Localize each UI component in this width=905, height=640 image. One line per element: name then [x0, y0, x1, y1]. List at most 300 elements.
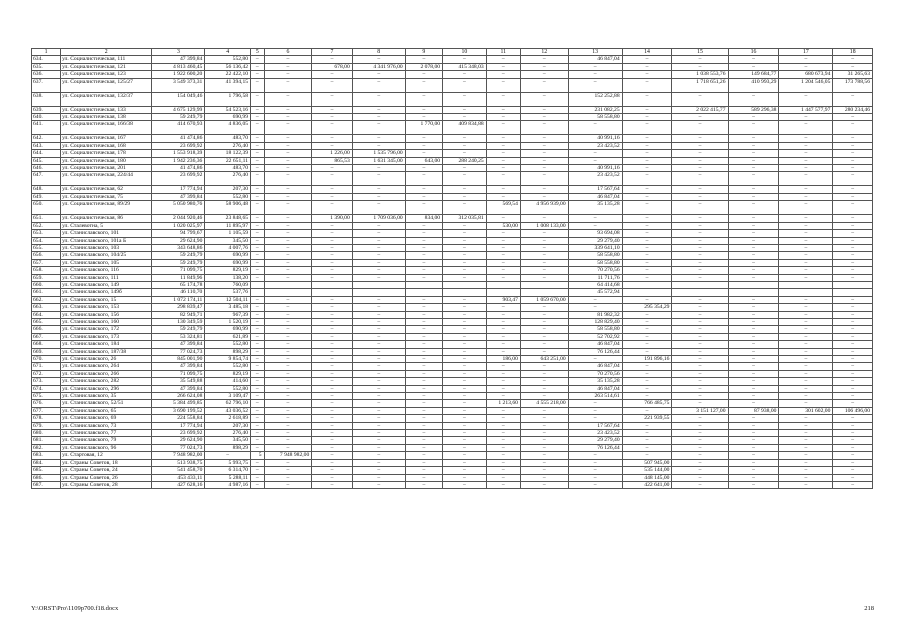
value-cell: –: [405, 341, 442, 348]
value-cell: –: [779, 121, 833, 135]
column-header: 7: [312, 49, 352, 56]
value-cell: –: [622, 150, 672, 157]
value-cell: –: [622, 142, 672, 149]
value-cell: –: [622, 121, 672, 135]
value-cell: [312, 289, 352, 296]
value-cell: –: [312, 481, 352, 488]
value-cell: –: [251, 474, 264, 481]
value-cell: –: [352, 135, 405, 142]
value-cell: 224 558,84: [152, 415, 205, 422]
value-cell: 339 641,10: [568, 244, 622, 251]
column-header: 9: [405, 49, 442, 56]
value-cell: –: [312, 274, 352, 281]
value-cell: 1 447 577,97: [779, 106, 833, 113]
table-row: [32, 201, 873, 215]
value-cell: –: [833, 296, 873, 303]
value-cell: 41 394,15: [205, 78, 251, 92]
value-cell: –: [312, 444, 352, 451]
value-cell: –: [312, 71, 352, 78]
value-cell: 221 939,55: [622, 415, 672, 422]
value-cell: –: [779, 459, 833, 466]
value-cell: –: [672, 230, 728, 237]
value-cell: 62 796,10: [205, 400, 251, 407]
value-cell: –: [520, 259, 568, 266]
value-cell: –: [312, 296, 352, 303]
row-number-cell: 635.: [32, 63, 61, 70]
value-cell: –: [520, 244, 568, 251]
value-cell: –: [520, 274, 568, 281]
value-cell: –: [728, 114, 779, 121]
value-cell: 4 675 129,99: [152, 106, 205, 113]
value-cell: –: [486, 444, 520, 451]
value-cell: –: [833, 348, 873, 355]
column-header: 4: [205, 49, 251, 56]
value-cell: 173 788,56: [833, 78, 873, 92]
value-cell: –: [312, 422, 352, 429]
value-cell: –: [352, 333, 405, 340]
address-cell: ул. Станиславского, 96: [61, 444, 152, 451]
value-cell: 41 474,86: [152, 135, 205, 142]
value-cell: –: [405, 274, 442, 281]
value-cell: –: [728, 274, 779, 281]
value-cell: –: [443, 333, 487, 340]
value-cell: –: [779, 165, 833, 172]
value-cell: –: [728, 230, 779, 237]
value-cell: –: [833, 157, 873, 164]
address-cell: ул. Станиславского, 26: [61, 356, 152, 363]
value-cell: –: [833, 244, 873, 251]
value-cell: –: [405, 400, 442, 407]
value-cell: [486, 289, 520, 296]
value-cell: 17 774,94: [152, 186, 205, 193]
value-cell: –: [833, 267, 873, 274]
value-cell: –: [622, 259, 672, 266]
value-cell: –: [568, 157, 622, 164]
value-cell: –: [251, 186, 264, 193]
table-row: [32, 193, 873, 200]
table-row: [32, 56, 873, 63]
value-cell: –: [728, 378, 779, 385]
value-cell: –: [779, 186, 833, 193]
row-number-cell: 674.: [32, 385, 61, 392]
value-cell: –: [251, 230, 264, 237]
value-cell: 276,40: [205, 430, 251, 437]
value-cell: –: [568, 407, 622, 414]
value-cell: –: [251, 193, 264, 200]
value-cell: –: [672, 370, 728, 377]
value-cell: –: [264, 400, 312, 407]
value-cell: –: [405, 378, 442, 385]
value-cell: –: [833, 114, 873, 121]
value-cell: –: [405, 407, 442, 414]
value-cell: –: [728, 172, 779, 186]
value-cell: –: [622, 274, 672, 281]
value-cell: –: [443, 430, 487, 437]
value-cell: –: [728, 165, 779, 172]
value-cell: –: [312, 467, 352, 474]
value-cell: –: [520, 193, 568, 200]
value-cell: –: [312, 437, 352, 444]
value-cell: 295 354,29: [622, 304, 672, 311]
value-cell: –: [728, 356, 779, 363]
value-cell: [264, 289, 312, 296]
value-cell: –: [264, 267, 312, 274]
value-cell: –: [443, 222, 487, 229]
value-cell: –: [352, 193, 405, 200]
value-cell: –: [520, 114, 568, 121]
row-number-cell: 673.: [32, 378, 61, 385]
value-cell: –: [486, 56, 520, 63]
address-cell: ул. Станиславского, 282: [61, 378, 152, 385]
value-cell: –: [251, 259, 264, 266]
value-cell: –: [251, 237, 264, 244]
value-cell: –: [312, 78, 352, 92]
address-cell: ул. Страны Советов, 24: [61, 467, 152, 474]
value-cell: –: [443, 326, 487, 333]
value-cell: –: [520, 415, 568, 422]
value-cell: –: [312, 186, 352, 193]
value-cell: –: [251, 201, 264, 215]
value-cell: –: [672, 474, 728, 481]
value-cell: –: [728, 244, 779, 251]
value-cell: –: [405, 415, 442, 422]
value-cell: 414,60: [205, 378, 251, 385]
value-cell: 58 558,80: [568, 252, 622, 259]
value-cell: 138,20: [205, 274, 251, 281]
table-row: [32, 71, 873, 78]
value-cell: –: [486, 333, 520, 340]
value-cell: –: [622, 252, 672, 259]
value-cell: 7 948 982,00: [264, 452, 312, 459]
value-cell: –: [405, 356, 442, 363]
value-cell: –: [520, 172, 568, 186]
value-cell: –: [443, 378, 487, 385]
address-cell: ул. Социалистическая, 167: [61, 135, 152, 142]
value-cell: –: [622, 237, 672, 244]
value-cell: –: [352, 400, 405, 407]
value-cell: –: [728, 430, 779, 437]
value-cell: 231 082,25: [568, 106, 622, 113]
value-cell: –: [264, 165, 312, 172]
value-cell: –: [405, 348, 442, 355]
value-cell: –: [251, 274, 264, 281]
value-cell: [728, 281, 779, 288]
value-cell: –: [486, 252, 520, 259]
value-cell: –: [779, 481, 833, 488]
value-cell: –: [672, 237, 728, 244]
value-cell: –: [672, 172, 728, 186]
value-cell: –: [486, 430, 520, 437]
value-cell: –: [251, 63, 264, 70]
table-row: [32, 385, 873, 392]
value-cell: [312, 281, 352, 288]
value-cell: –: [486, 348, 520, 355]
value-cell: –: [486, 71, 520, 78]
value-cell: –: [443, 56, 487, 63]
value-cell: –: [352, 142, 405, 149]
value-cell: –: [405, 259, 442, 266]
value-cell: –: [779, 222, 833, 229]
value-cell: –: [264, 172, 312, 186]
value-cell: –: [251, 114, 264, 121]
value-cell: –: [443, 481, 487, 488]
value-cell: –: [728, 252, 779, 259]
value-cell: –: [672, 135, 728, 142]
value-cell: 23 699,92: [152, 172, 205, 186]
row-number-cell: 639.: [32, 106, 61, 113]
value-cell: –: [672, 333, 728, 340]
value-cell: –: [486, 318, 520, 325]
value-cell: –: [405, 142, 442, 149]
value-cell: 58 558,80: [568, 114, 622, 121]
value-cell: –: [312, 267, 352, 274]
value-cell: –: [405, 370, 442, 377]
value-cell: –: [779, 318, 833, 325]
value-cell: –: [672, 63, 728, 70]
table-row: [32, 378, 873, 385]
value-cell: –: [312, 415, 352, 422]
value-cell: –: [405, 430, 442, 437]
value-cell: –: [443, 71, 487, 78]
value-cell: –: [405, 114, 442, 121]
value-cell: 11 895,97: [205, 222, 251, 229]
value-cell: –: [405, 165, 442, 172]
value-cell: –: [312, 244, 352, 251]
value-cell: [622, 289, 672, 296]
value-cell: –: [443, 459, 487, 466]
value-cell: –: [833, 304, 873, 311]
value-cell: –: [779, 267, 833, 274]
value-cell: 1 213,60: [486, 400, 520, 407]
value-cell: –: [486, 92, 520, 106]
value-cell: –: [833, 341, 873, 348]
value-cell: 1 226,00: [312, 150, 352, 157]
value-cell: 1 020 025,97: [152, 222, 205, 229]
value-cell: –: [672, 222, 728, 229]
value-cell: [352, 289, 405, 296]
value-cell: –: [264, 71, 312, 78]
value-cell: –: [264, 274, 312, 281]
value-cell: –: [443, 172, 487, 186]
value-cell: 70 270,56: [568, 267, 622, 274]
value-cell: –: [486, 415, 520, 422]
value-cell: –: [568, 459, 622, 466]
value-cell: 47 399,84: [152, 363, 205, 370]
value-cell: –: [352, 452, 405, 459]
value-cell: –: [352, 430, 405, 437]
value-cell: –: [779, 56, 833, 63]
value-cell: –: [264, 244, 312, 251]
address-cell: ул. Станиславского, 264: [61, 363, 152, 370]
value-cell: –: [443, 407, 487, 414]
value-cell: –: [672, 393, 728, 400]
value-cell: –: [251, 481, 264, 488]
value-cell: –: [352, 415, 405, 422]
value-cell: –: [568, 150, 622, 157]
value-cell: –: [486, 172, 520, 186]
value-cell: –: [622, 348, 672, 355]
value-cell: –: [520, 267, 568, 274]
value-cell: –: [251, 244, 264, 251]
table-row: [32, 474, 873, 481]
row-number-cell: 682.: [32, 444, 61, 451]
row-number-cell: 668.: [32, 341, 61, 348]
address-cell: ул. Страны Советов, 18: [61, 459, 152, 466]
value-cell: –: [443, 318, 487, 325]
value-cell: –: [568, 222, 622, 229]
value-cell: –: [251, 157, 264, 164]
value-cell: –: [779, 92, 833, 106]
value-cell: 829,19: [205, 267, 251, 274]
value-cell: –: [264, 78, 312, 92]
row-number-cell: 655.: [32, 244, 61, 251]
value-cell: –: [405, 230, 442, 237]
value-cell: –: [672, 356, 728, 363]
value-cell: [833, 289, 873, 296]
value-cell: –: [443, 415, 487, 422]
table-row: [32, 252, 873, 259]
table-row: [32, 142, 873, 149]
value-cell: –: [312, 452, 352, 459]
table-row: [32, 222, 873, 229]
value-cell: –: [622, 333, 672, 340]
value-cell: –: [251, 311, 264, 318]
value-cell: –: [672, 341, 728, 348]
value-cell: –: [672, 186, 728, 193]
value-cell: –: [779, 437, 833, 444]
value-cell: –: [833, 121, 873, 135]
value-cell: –: [622, 407, 672, 414]
value-cell: 1 059 670,00: [520, 296, 568, 303]
value-cell: –: [264, 444, 312, 451]
value-cell: –: [833, 444, 873, 451]
value-cell: –: [779, 193, 833, 200]
value-cell: –: [672, 363, 728, 370]
value-cell: –: [443, 341, 487, 348]
column-header: 13: [568, 49, 622, 56]
value-cell: –: [352, 326, 405, 333]
value-cell: –: [405, 106, 442, 113]
value-cell: –: [443, 474, 487, 481]
value-cell: –: [728, 142, 779, 149]
value-cell: 4 555 218,00: [520, 400, 568, 407]
value-cell: –: [622, 318, 672, 325]
value-cell: 690,99: [205, 252, 251, 259]
value-cell: 643 251,00: [520, 356, 568, 363]
value-cell: 94 799,67: [152, 230, 205, 237]
value-cell: 35 135,28: [568, 201, 622, 215]
value-cell: 64 414,68: [568, 281, 622, 288]
value-cell: –: [833, 165, 873, 172]
value-cell: –: [672, 296, 728, 303]
value-cell: –: [264, 106, 312, 113]
row-number-cell: 648.: [32, 186, 61, 193]
value-cell: –: [264, 63, 312, 70]
value-cell: –: [568, 78, 622, 92]
value-cell: –: [264, 186, 312, 193]
address-cell: ул. Социалистическая, 168: [61, 142, 152, 149]
value-cell: 552,80: [205, 385, 251, 392]
value-cell: –: [405, 452, 442, 459]
value-cell: –: [251, 267, 264, 274]
value-cell: –: [264, 201, 312, 215]
value-cell: 312 035,81: [443, 215, 487, 222]
value-cell: –: [622, 63, 672, 70]
value-cell: 47 399,84: [152, 56, 205, 63]
value-cell: –: [672, 201, 728, 215]
value-cell: –: [520, 121, 568, 135]
value-cell: [264, 281, 312, 288]
value-cell: 207,30: [205, 422, 251, 429]
value-cell: –: [312, 370, 352, 377]
value-cell: –: [728, 370, 779, 377]
row-number-cell: 652.: [32, 222, 61, 229]
value-cell: [405, 281, 442, 288]
value-cell: –: [672, 400, 728, 407]
value-cell: –: [443, 296, 487, 303]
value-cell: [443, 289, 487, 296]
value-cell: –: [312, 333, 352, 340]
value-cell: –: [405, 237, 442, 244]
address-cell: ул. Станиславского, 79: [61, 437, 152, 444]
address-cell: ул. Страны Советов, 28: [61, 481, 152, 488]
value-cell: 507 945,00: [622, 459, 672, 466]
value-cell: –: [622, 114, 672, 121]
value-cell: –: [251, 333, 264, 340]
value-cell: –: [779, 157, 833, 164]
value-cell: –: [264, 237, 312, 244]
value-cell: –: [251, 304, 264, 311]
row-number-cell: 638.: [32, 92, 61, 106]
table-row: [32, 92, 873, 106]
value-cell: –: [833, 370, 873, 377]
value-cell: –: [568, 452, 622, 459]
value-cell: –: [520, 333, 568, 340]
value-cell: –: [251, 106, 264, 113]
value-cell: 2 078,00: [405, 63, 442, 70]
value-cell: –: [568, 356, 622, 363]
value-cell: –: [520, 481, 568, 488]
value-cell: –: [779, 430, 833, 437]
value-cell: –: [520, 304, 568, 311]
value-cell: 513 938,75: [152, 459, 205, 466]
value-cell: –: [622, 430, 672, 437]
value-cell: –: [352, 274, 405, 281]
value-cell: –: [728, 341, 779, 348]
value-cell: 2 618,89: [205, 415, 251, 422]
value-cell: –: [672, 92, 728, 106]
value-cell: –: [264, 356, 312, 363]
value-cell: 266 624,08: [152, 393, 205, 400]
value-cell: –: [622, 106, 672, 113]
value-cell: –: [833, 452, 873, 459]
address-cell: ул. Станиславского, 69: [61, 415, 152, 422]
value-cell: –: [251, 467, 264, 474]
value-cell: –: [264, 341, 312, 348]
value-cell: –: [251, 150, 264, 157]
address-cell: ул. Станиславского, 35: [61, 393, 152, 400]
value-cell: 415 348,03: [443, 63, 487, 70]
value-cell: –: [672, 318, 728, 325]
row-number-cell: 642.: [32, 135, 61, 142]
value-cell: –: [486, 259, 520, 266]
value-cell: [520, 289, 568, 296]
value-cell: –: [251, 393, 264, 400]
value-cell: –: [728, 467, 779, 474]
value-cell: –: [728, 348, 779, 355]
value-cell: –: [672, 430, 728, 437]
value-cell: 834,00: [405, 215, 442, 222]
